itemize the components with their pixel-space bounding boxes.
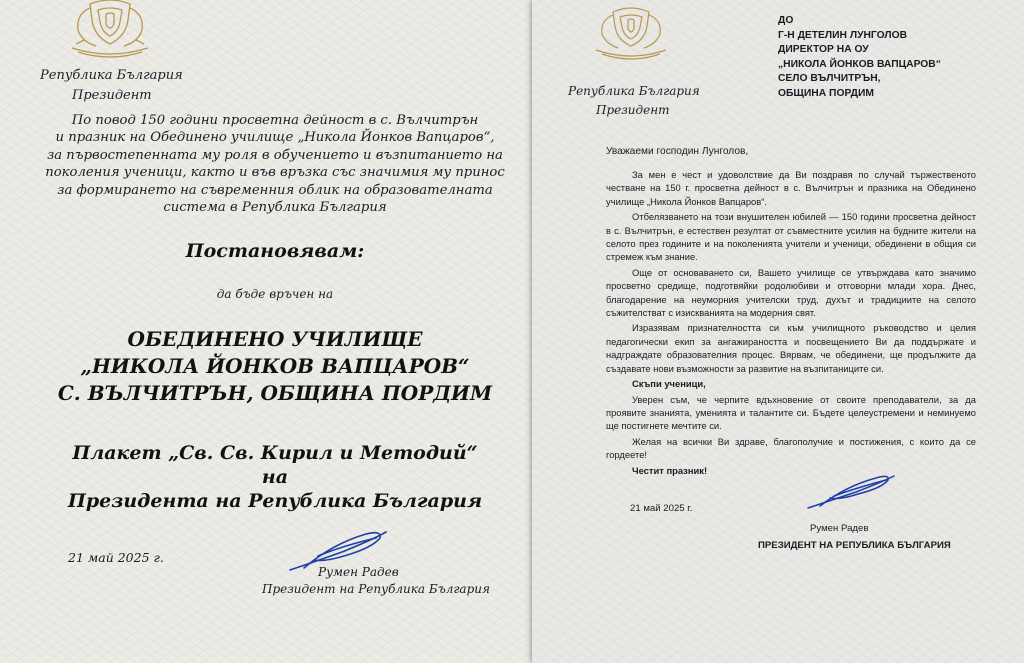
letter-paragraph: Желая на всички Ви здраве, благополучие и постижения, с които да се гордеете! xyxy=(606,435,976,461)
office-label: Република България xyxy=(40,68,183,83)
intro-line: По повод 150 години просветна дейност в с. Вълчитрън xyxy=(71,113,479,128)
intro-line: за формирането на съвременния облик на образователната xyxy=(57,182,493,198)
coat-of-arms-emblem xyxy=(62,0,158,58)
intro-line: за първостепенната му роля в обучението и възпитанието на xyxy=(47,147,503,163)
award-intro: да бъде връчен на xyxy=(216,287,334,301)
award-name-block xyxy=(30,441,520,513)
signer-title: ПРЕЗИДЕНТ НА РЕПУБЛИКА БЪЛГАРИЯ xyxy=(758,540,951,551)
school-name xyxy=(30,326,520,407)
letter-paragraph: Отбелязването на този внушителен юбилей — 150 години просветна дейност в с. Вълчитрън, е естествен резултат от съвместните усилия на будните жители на селото през годините и на поколенията учители и ученици, обединени в общия си стремеж към знание. xyxy=(606,211,976,263)
salutation: Уважаеми господин Лунголов, xyxy=(606,146,749,157)
office-title: Президент xyxy=(596,103,670,117)
award-from: Президента на Република България xyxy=(67,490,483,512)
signer-name: Румен Радев xyxy=(810,523,869,534)
closing: Честит празник! xyxy=(632,464,708,476)
decree-title: Постановявам: xyxy=(185,240,365,262)
letter-page xyxy=(532,0,1024,663)
signature-mark xyxy=(804,470,900,514)
school-name-line: С. ВЪЛЧИТРЪН, ОБЩИНА ПОРДИМ xyxy=(57,381,493,405)
office-label: Република България xyxy=(568,84,700,98)
letter-paragraph: Уверен съм, че черпите вдъхновение от своите преподаватели, за да проявите знанията, уменията и талантите си. Бъдете целеустремени и неминуемо ще постигнете мечтите си. xyxy=(606,393,976,432)
addressee-block xyxy=(778,14,941,102)
award-name: Плакет „Св. Св. Кирил и Методий“ xyxy=(72,442,478,464)
addressee-line: СЕЛО ВЪЛЧИТРЪН, xyxy=(778,73,881,85)
decree-intro xyxy=(40,112,510,216)
addressee-line: ОБЩИНА ПОРДИМ xyxy=(778,87,874,99)
addressee-line: ДО xyxy=(778,15,794,26)
letter-paragraph: Изразявам признателността си към училищното ръководство и целия педагогически екип за ангажираността и посвещението Ви да поддържате и надграждате образователния процес. Вярвам, че обединени, ще продължите да създавате нови възможности за развитие на възпитаниците си. xyxy=(606,322,976,374)
letter-body xyxy=(606,168,976,479)
intro-line: и празник на Обединено училище „Никола Йонков Вапцаров“, xyxy=(55,130,495,146)
signer-name: Румен Радев xyxy=(318,565,399,579)
school-name-line: ОБЕДИНЕНО УЧИЛИЩЕ xyxy=(127,327,423,351)
intro-line: система в Република България xyxy=(163,200,387,216)
letter-paragraph: Още от основаването си, Вашето училище се утвърждава като значимо просветно средище, подготвяйки родолюбиви и отговорни млади хора. Днес, благодарение на неуморния учителски труд, духът и традициите на селото съжителстват с изискванията на модерния свят. xyxy=(606,266,976,319)
addressee-line: „НИКОЛА ЙОНКОВ ВАПЦАРОВ“ xyxy=(778,58,941,70)
letter-paragraph: За мен е чест и удоволствие да Ви поздравя по случай тържественото честване на 150 г. просветна дейност в с. Вълчитрън и празника на Обединено училище „Никола Йонков Вапцаров“. xyxy=(606,169,976,207)
signer-title: Президент на Република България xyxy=(262,582,490,596)
coat-of-arms-emblem xyxy=(588,6,674,62)
award-of: на xyxy=(261,466,289,488)
addressee-line: Г-Н ДЕТЕЛИН ЛУНГОЛОВ xyxy=(778,29,908,41)
office-title: Президент xyxy=(72,88,152,103)
intro-line: поколения ученици, както и във връзка със значимия му принос xyxy=(45,165,505,181)
school-name-line: „НИКОЛА ЙОНКОВ ВАПЦАРОВ“ xyxy=(80,354,470,378)
decree-date: 21 май 2025 г. xyxy=(68,550,164,565)
students-heading: Скъпи ученици, xyxy=(632,378,706,390)
letter-date: 21 май 2025 г. xyxy=(630,503,693,514)
addressee-line: ДИРЕКТОР НА ОУ xyxy=(778,44,869,56)
